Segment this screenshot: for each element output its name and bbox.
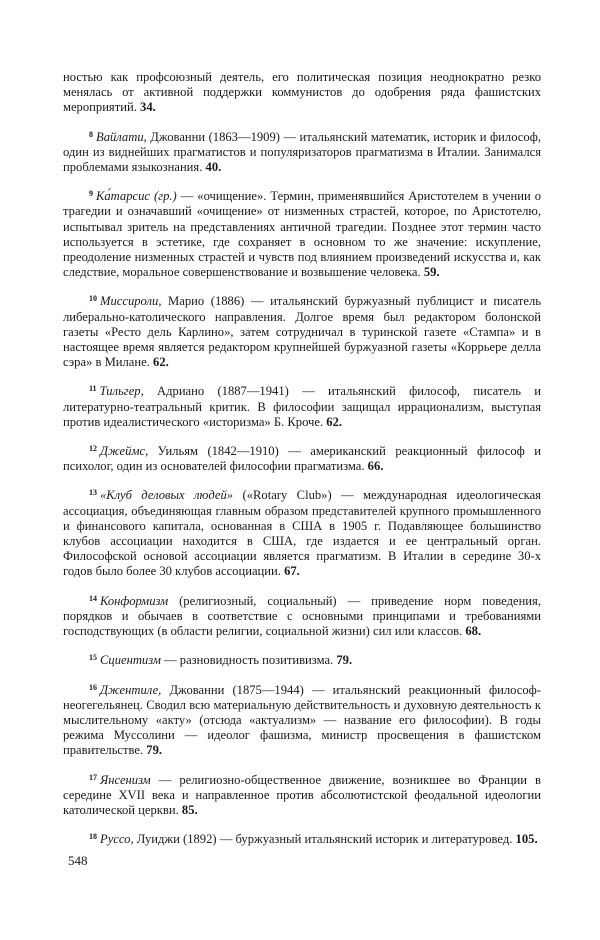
footnote-text: Адриано (1887—1941) — итальянский философ, писатель и литературно-театральный критик. В философии защищал иррационализм, выступая против идеалистического «историзма» Б. Кроче. bbox=[63, 384, 541, 429]
footnote-number: 14 bbox=[89, 593, 97, 603]
page-ref: 79. bbox=[146, 743, 163, 758]
footnote-18 bbox=[63, 829, 541, 847]
footnote-text: Марио (1886) — итальянский буржуазный публицист и писатель либерально-католического направления. Долгое время был редактором болонской газеты «Ресто дель Карлино», затем сотрудничал в туринской газете «Стампа» и в настоящее время является редактором крупнейшей буржуазной газеты «Коррьере делла сэра» в Милане. bbox=[63, 294, 541, 370]
page-ref: 34. bbox=[140, 100, 156, 115]
footnote-14 bbox=[63, 591, 541, 640]
footnote-number: 16 bbox=[89, 682, 97, 692]
footnote-number: 11 bbox=[89, 384, 97, 394]
footnote-number: 9 bbox=[89, 189, 93, 199]
footnote-text: Луиджи (1892) — буржуазный итальянский историк и литературовед. bbox=[133, 832, 513, 847]
footnote-term: Джентиле, bbox=[100, 682, 162, 697]
page-ref: 68. bbox=[465, 624, 482, 639]
notes-list bbox=[63, 127, 541, 848]
footnote-10 bbox=[63, 291, 541, 370]
page-ref: 40. bbox=[205, 160, 222, 175]
page-ref: 67. bbox=[284, 564, 300, 579]
footnote-term: Сциентизм bbox=[100, 653, 161, 668]
page-ref: 105. bbox=[515, 832, 538, 847]
footnote-17 bbox=[63, 770, 541, 819]
footnote-16 bbox=[63, 680, 541, 759]
footnote-term: «Клуб деловых людей» bbox=[100, 488, 234, 503]
footnote-8 bbox=[63, 127, 541, 176]
page-number: 548 bbox=[68, 853, 88, 868]
footnote-term: Джеймс, bbox=[100, 444, 149, 459]
footnote-number: 10 bbox=[89, 294, 97, 304]
footnote-text: — разновидность позитивизма. bbox=[160, 653, 334, 668]
footnote-number: 8 bbox=[89, 129, 93, 139]
footnote-term: Вайлати, bbox=[96, 129, 147, 144]
page-ref: 79. bbox=[336, 653, 353, 668]
footnote-term: Янсенизм bbox=[100, 772, 151, 787]
page-ref: 62. bbox=[153, 355, 169, 370]
continuation-paragraph bbox=[63, 70, 541, 116]
page-ref: 59. bbox=[423, 265, 440, 280]
footnote-9 bbox=[63, 186, 541, 280]
footnote-13 bbox=[63, 485, 541, 579]
footnote-number: 18 bbox=[89, 832, 97, 842]
footnote-number: 12 bbox=[89, 444, 97, 454]
footnote-number: 15 bbox=[89, 653, 97, 663]
footnote-text: Джованни (1863—1909) — итальянский математик, историк и философ, один из виднейших прагматистов и популяризаторов прагматизма в Италии. Занимался проблемами языкознания. bbox=[63, 129, 541, 175]
footnote-term: Конформизм bbox=[100, 593, 169, 608]
footnote-number: 17 bbox=[89, 772, 97, 782]
continuation-text: ностью как профсоюзный деятель, его политическая позиция неоднократно резко менялась от активной поддержки коммунистов до одобрения ряда фашистских мероприятий. bbox=[63, 70, 541, 115]
footnote-11 bbox=[63, 381, 541, 430]
footnote-text: (религиозный, социальный) — приведение норм поведения, порядков и обычаев в соответствие с основными принципами и требованиями господствующих (в области религии, социальной жизни) сил или классов. bbox=[63, 593, 541, 639]
footnote-number: 13 bbox=[89, 488, 97, 498]
page-ref: 66. bbox=[367, 459, 384, 474]
page-ref: 85. bbox=[181, 802, 198, 817]
page-ref: 62. bbox=[326, 414, 343, 429]
footnote-text: — религиозно-общественное движение, возникшее во Франции в середине XVII века и направленное против абсолютистской феодальной идеологии католической церкви. bbox=[63, 772, 541, 817]
footnote-text: Джованни (1875—1944) — итальянский реакционный философ-неогегельянец. Сводил всю материальную действительность и духовную деятельность к мыслительному «акту» (отсюда «актуализм» — название его философии). В годы режима Муссолини — идеолог фашизма, министр просвещения в фашистском правительстве. bbox=[63, 682, 541, 758]
footnote-15 bbox=[63, 650, 541, 668]
footnote-term: Руссо, bbox=[100, 832, 134, 847]
footnote-term: Миссироли, bbox=[100, 294, 162, 309]
footnote-term: Ка́тарсис (гр.) bbox=[96, 189, 177, 204]
footnote-text: Уильям (1842—1910) — американский реакционный философ и психолог, один из основателей философии прагматизма. bbox=[63, 444, 541, 474]
footnote-text: — «очищение». Термин, применявшийся Аристотелем в учении о трагедии и означавший «очищение» от низменных страстей, которое, по Аристотелю, испытывал зритель на представлениях античной трагедии. Позднее этот термин часто используется в эстетике, где сохраняет в основном то же значение: искупление, преодоление низменных страстей и чувств под влиянием произведений искусства и, как следствие, моральное совершенствование и возвышение человека. bbox=[63, 189, 541, 280]
footnote-term: Тильгер, bbox=[99, 384, 144, 399]
footnotes-block bbox=[63, 70, 541, 858]
footnote-12 bbox=[63, 441, 541, 474]
footnote-text: («Rotary Club») — международная идеологическая ассоциация, объединяющая главным образом представителей крупного промышленного и финансового капитала, основанная в США в 1905 г. Подавляющее большинство клубов ассоциации находится в США, где издается и ее центральный орган. Философской основой ассоциации является прагматизм. В Италии в середине 30-х годов было более 30 клубов ассоциации. bbox=[63, 488, 541, 579]
